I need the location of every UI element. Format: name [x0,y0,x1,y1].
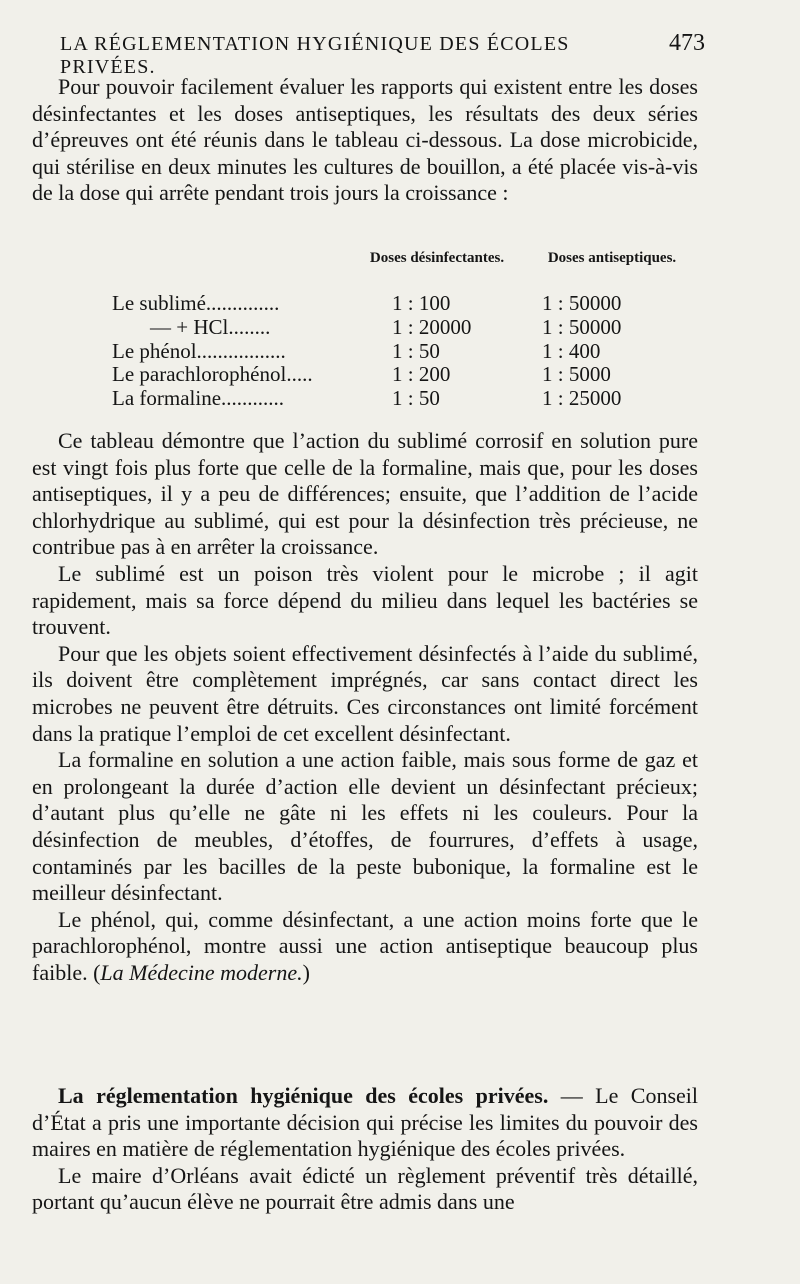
intro-block [32,74,698,207]
section-block [32,1083,698,1216]
antiseptic-dose: 1 : 50000 [542,291,622,315]
antiseptic-dose: 1 : 400 [542,338,601,363]
antiseptic-dose: 1 : 5000 [542,362,611,387]
substance-name: Le sublimé.............. [112,291,280,315]
table-row [32,363,698,387]
table-row [32,340,698,364]
disinfectant-dose: 1 : 200 [392,362,451,387]
page-number: 473 [669,30,705,56]
source-citation: La Médecine moderne. [100,959,303,985]
paragraph [32,907,698,987]
substance-name: La formaline............ [112,386,285,411]
antiseptic-dose: 1 : 25000 [542,386,622,411]
paragraph: Pour pouvoir facilement évaluer les rapports qui existent entre les doses désinfectantes et les doses antiseptiques, les résultats des deux séries d’épreuves ont été réunis dans le tableau ci-dessous. La dose microbicide, qui stérilise en deux minutes les cultures de bouillon, a été placée vis-à-vis de la dose qui arrête pendant trois jours la croissance : [32,74,698,206]
title-dash: — [548,1083,596,1108]
column-header-antiseptic: Doses antiseptiques. [547,250,677,266]
paragraph: Pour que les objets soient effectivement désinfectés à l’aide du sublimé, ils doivent être complètement imprégnés, car sans contact direct les microbes ne peuvent être détruits. Ces circonstances ont limité forcément dans la pratique l’emploi de cet excellent désinfectant. [32,640,698,746]
paragraph-text: Le Conseil d’État a pris une importante décision qui précise les limites du pouvoir des maires en matière de réglementation hygiénique des écoles privées. [32,1083,699,1162]
paragraph: La formaline en solution a une action faible, mais sous forme de gaz et en prolongeant la durée d’action elle devient un désinfectant précieux; d’autant plus qu’elle ne gâte ni les effets ni les couleurs. Pour la désinfection de meubles, d’étoffes, de fourrures, d’effets à usage, contaminés par les bacilles de la peste bubonique, la formaline est le meilleur désinfectant. [32,747,698,906]
paragraph [32,1083,698,1163]
table-header [32,250,698,292]
disinfectant-dose: 1 : 50 [392,386,440,411]
body-block [32,428,698,986]
closing-paren: ) [302,959,310,985]
table-row [32,316,698,340]
running-title: LA RÉGLEMENTATION HYGIÉNIQUE DES ÉCOLES PRIVÉES. [60,33,570,78]
substance-name: Le phénol................. [112,338,286,363]
substance-name: — + HCl........ [150,314,271,339]
table-row [32,292,698,316]
disinfectant-dose: 1 : 20000 [392,314,472,339]
paragraph: Ce tableau démontre que l’action du sublimé corrosif en solution pure est vingt fois plus forte que celle de la formaline, mais que, pour les doses antiseptiques, il y a peu de différences; ensuite, que l’addition de l’acide chlorhydrique au sublimé, qui est pour la désinfection très précieuse, ne contribue pas à en arrêter la croissance. [32,428,698,560]
disinfectant-dose: 1 : 50 [392,338,440,363]
table-row [32,387,698,411]
antiseptic-dose: 1 : 50000 [542,314,622,339]
running-header [60,30,705,79]
paragraph: Le maire d’Orléans avait édicté un règlement préventif très détaillé, portant qu’aucun élève ne pourrait être admis dans une [32,1162,698,1215]
column-header-disinfectant: Doses désinfectantes. [369,250,505,266]
disinfectant-dose: 1 : 100 [392,291,451,315]
dose-table [32,250,698,411]
paragraph: Le sublimé est un poison très violent pour le microbe ; il agit rapidement, mais sa force dépend du milieu dans lequel les bactéries se trouvent. [32,560,698,640]
substance-name: Le parachlorophénol..... [112,362,313,387]
section-title: La réglementation hygiénique des écoles privées. [58,1083,549,1108]
paragraph-text: Le phénol, qui, comme désinfectant, a une action moins forte que le parachlorophénol, montre aussi une action antiseptique beaucoup plus faible. ( [32,906,698,985]
